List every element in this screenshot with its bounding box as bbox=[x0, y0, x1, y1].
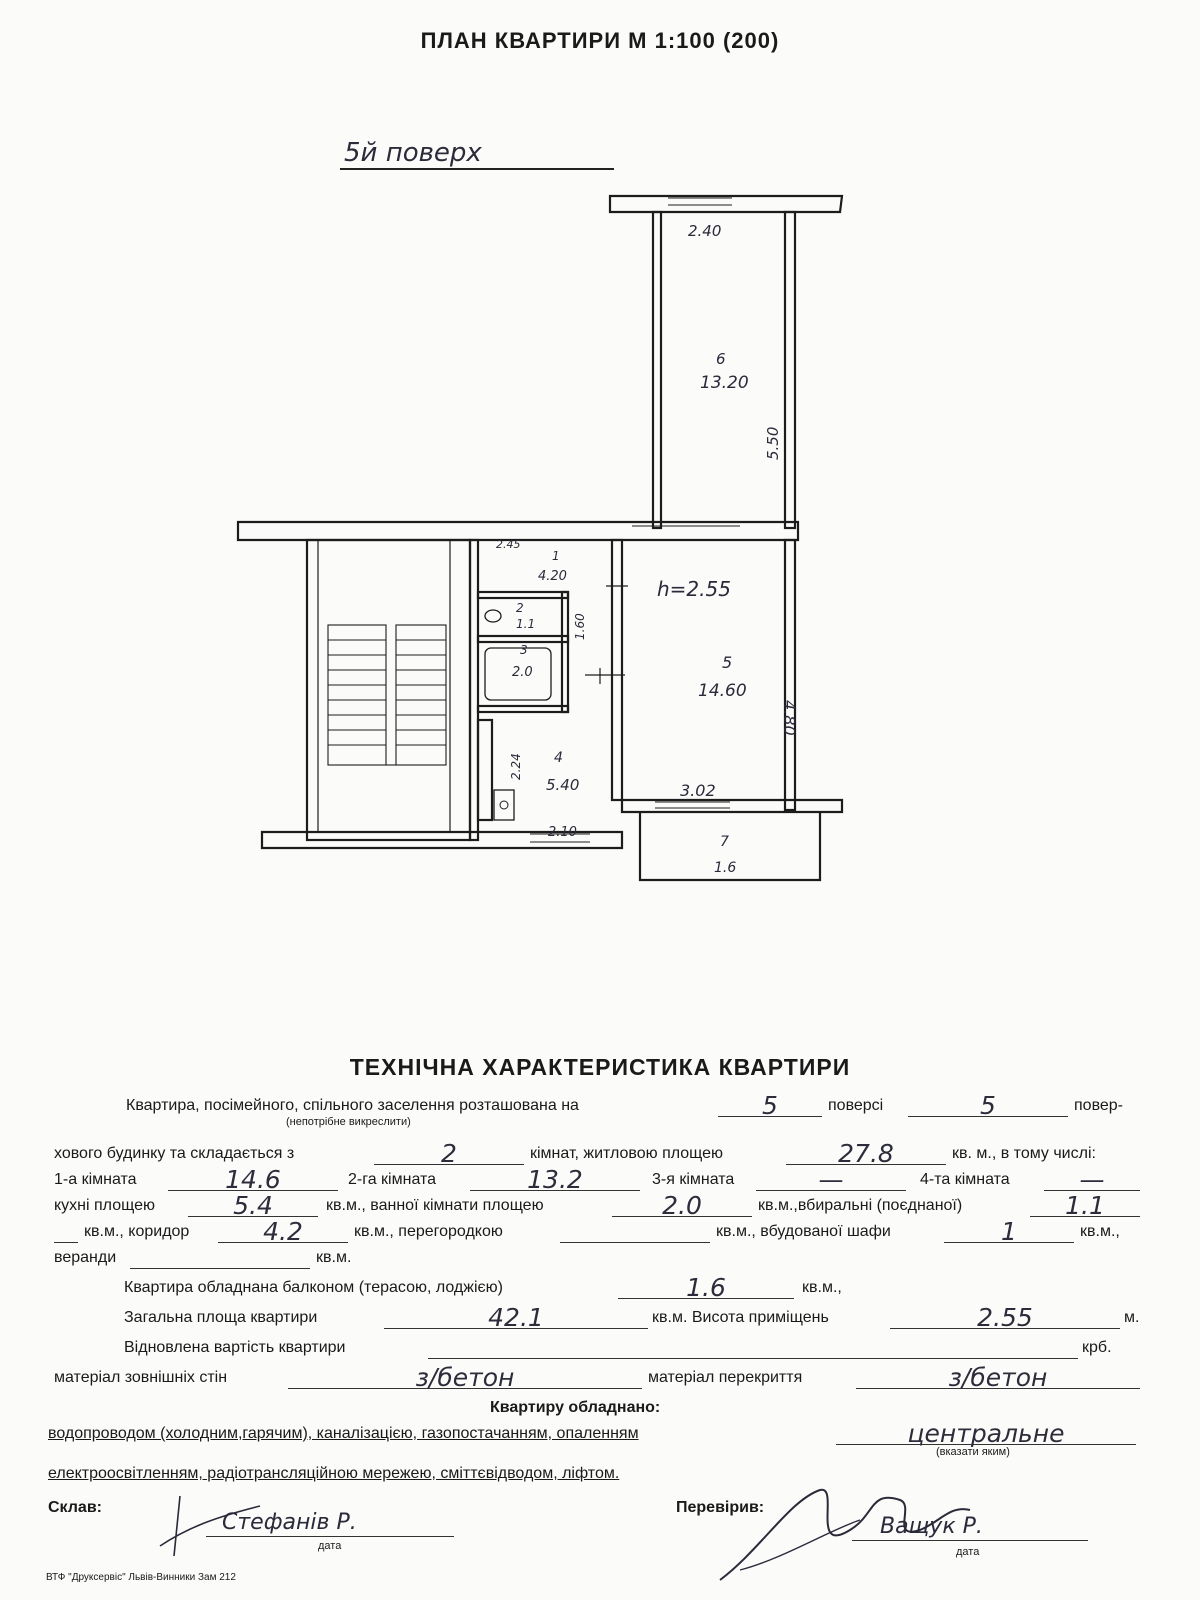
floor-field[interactable]: 5 bbox=[718, 1096, 822, 1117]
ceiling-field[interactable]: з/бетон bbox=[856, 1368, 1140, 1389]
line1-mid: поверсі bbox=[828, 1097, 884, 1114]
line5-lead-field bbox=[54, 1222, 78, 1243]
room4-field[interactable]: — bbox=[1044, 1170, 1140, 1191]
dim-kitchen-width: 2.10 bbox=[548, 825, 577, 840]
room5-area: 14.60 bbox=[698, 681, 747, 701]
dim-bath-length: 1.60 bbox=[573, 613, 587, 640]
cost-label: Відновлена вартість квартири bbox=[124, 1339, 346, 1356]
bath-field[interactable]: 2.0 bbox=[612, 1196, 752, 1217]
equipped-line1: водопроводом (холодним,гарячим), каналізацією, газопостачанням, опаленням bbox=[48, 1425, 639, 1442]
closet-field[interactable]: 1 bbox=[944, 1222, 1074, 1243]
floors-total-field[interactable]: 5 bbox=[908, 1096, 1068, 1117]
balcony-unit: кв.м., bbox=[802, 1279, 842, 1296]
partition-field[interactable] bbox=[560, 1222, 710, 1243]
room6-area: 13.20 bbox=[700, 373, 749, 393]
room1-label: 1-а кімната bbox=[54, 1171, 137, 1188]
line2-prefix: хового будинку та складається з bbox=[54, 1145, 295, 1162]
room3-area: 2.0 bbox=[512, 665, 533, 680]
room1-field[interactable]: 14.6 bbox=[168, 1170, 338, 1191]
cost-unit: крб. bbox=[1082, 1339, 1112, 1356]
room2-number: 2 bbox=[516, 601, 524, 615]
closet-label: кв.м., вбудованої шафи bbox=[716, 1223, 891, 1240]
dim-corridor-width: 2.45 bbox=[496, 538, 521, 551]
room4-label: 4-та кімната bbox=[920, 1171, 1010, 1188]
closet-unit: кв.м., bbox=[1080, 1223, 1120, 1240]
room1-area: 4.20 bbox=[538, 569, 567, 584]
living-area-field[interactable]: 27.8 bbox=[786, 1144, 946, 1165]
corridor-label: кв.м., коридор bbox=[84, 1223, 190, 1240]
bath-label: кв.м., ванної кімнати площею bbox=[326, 1197, 544, 1214]
heating-field[interactable]: центральне bbox=[836, 1424, 1136, 1445]
spec-title: ТЕХНІЧНА ХАРАКТЕРИСТИКА КВАРТИРИ bbox=[349, 1054, 851, 1080]
heating-note: (вказати яким) bbox=[936, 1446, 1010, 1458]
line2-suffix: кв. м., в тому числі: bbox=[952, 1145, 1096, 1162]
dim-room6-width: 2.40 bbox=[688, 222, 722, 240]
wc-label: кв.м.,вбиральні (поєднаної) bbox=[758, 1197, 963, 1214]
floor-label: 5й поверх bbox=[340, 138, 614, 170]
checked-signature: Ващук Р. bbox=[880, 1514, 983, 1539]
checked-label: Перевірив: bbox=[676, 1499, 765, 1516]
room3-label: 3-я кімната bbox=[652, 1171, 735, 1188]
veranda-unit: кв.м. bbox=[316, 1249, 352, 1266]
veranda-label: веранди bbox=[54, 1249, 117, 1266]
veranda-field[interactable] bbox=[130, 1248, 310, 1269]
total-area-label: Загальна площа квартири bbox=[124, 1309, 318, 1326]
equipped-title: Квартиру обладнано: bbox=[490, 1399, 661, 1416]
line2-mid: кімнат, житловою площею bbox=[530, 1145, 724, 1162]
dim-room5-length: 4.80 bbox=[780, 700, 799, 736]
line1-suffix: повер- bbox=[1074, 1097, 1124, 1114]
ceiling-height-note: h=2.55 bbox=[657, 577, 731, 601]
checked-date-label: дата bbox=[956, 1546, 980, 1558]
print-footer: ВТФ "Друксервіс" Львів-Винники Зам 212 bbox=[46, 1572, 236, 1583]
ceiling-label: матеріал перекриття bbox=[648, 1369, 803, 1386]
height-label: кв.м. Висота приміщень bbox=[652, 1309, 829, 1326]
plan-title: ПЛАН КВАРТИРИ М 1:100 (200) bbox=[420, 28, 780, 53]
corridor-field[interactable]: 4.2 bbox=[218, 1222, 348, 1243]
kitchen-field[interactable]: 5.4 bbox=[188, 1196, 318, 1217]
kitchen-label: кухні площею bbox=[54, 1197, 155, 1214]
height-field[interactable]: 2.55 bbox=[890, 1308, 1120, 1329]
room4-area: 5.40 bbox=[546, 776, 580, 794]
room4-number: 4 bbox=[554, 750, 563, 766]
walls-label: матеріал зовнішніх стін bbox=[54, 1369, 228, 1386]
room6-number: 6 bbox=[716, 350, 726, 368]
composed-signature-scribble bbox=[150, 1486, 270, 1566]
composed-date-label: дата bbox=[318, 1540, 342, 1552]
dim-room5-width: 3.02 bbox=[680, 781, 716, 800]
cost-field[interactable] bbox=[428, 1338, 1078, 1359]
room1-number: 1 bbox=[552, 549, 560, 563]
line1-prefix: Квартира, посімейного, спільного заселення розташована на bbox=[126, 1097, 579, 1114]
room2-area: 1.1 bbox=[516, 617, 536, 631]
room3-number: 3 bbox=[520, 643, 528, 657]
handwritten-signature-scribble bbox=[700, 1460, 1030, 1600]
room7-area: 1.6 bbox=[714, 860, 737, 876]
wc-field[interactable]: 1.1 bbox=[1030, 1196, 1140, 1217]
room2-label: 2-га кімната bbox=[348, 1171, 437, 1188]
total-area-field[interactable]: 42.1 bbox=[384, 1308, 648, 1329]
strike-note: (непотрібне викреслити) bbox=[286, 1116, 411, 1128]
composed-signature: Стефанів Р. bbox=[222, 1510, 357, 1535]
rooms-count-field[interactable]: 2 bbox=[374, 1144, 524, 1165]
room5-number: 5 bbox=[722, 653, 733, 672]
dim-kitchen-length: 2.24 bbox=[509, 753, 523, 780]
equipped-line2: електроосвітленням, радіотрансляційною мережею, сміттєвідводом, ліфтом. bbox=[48, 1465, 620, 1482]
walls-field[interactable]: з/бетон bbox=[288, 1368, 642, 1389]
dim-room6-length: 5.50 bbox=[764, 426, 782, 460]
room7-number: 7 bbox=[720, 834, 729, 850]
partition-label: кв.м., перегородкою bbox=[354, 1223, 503, 1240]
balcony-label: Квартира обладнана балконом (терасою, лоджією) bbox=[124, 1279, 503, 1296]
room2-field[interactable]: 13.2 bbox=[470, 1170, 640, 1191]
balcony-field[interactable]: 1.6 bbox=[618, 1278, 794, 1299]
height-unit: м. bbox=[1124, 1309, 1140, 1326]
room3-field[interactable]: — bbox=[756, 1170, 906, 1191]
composed-label: Склав: bbox=[48, 1499, 102, 1516]
